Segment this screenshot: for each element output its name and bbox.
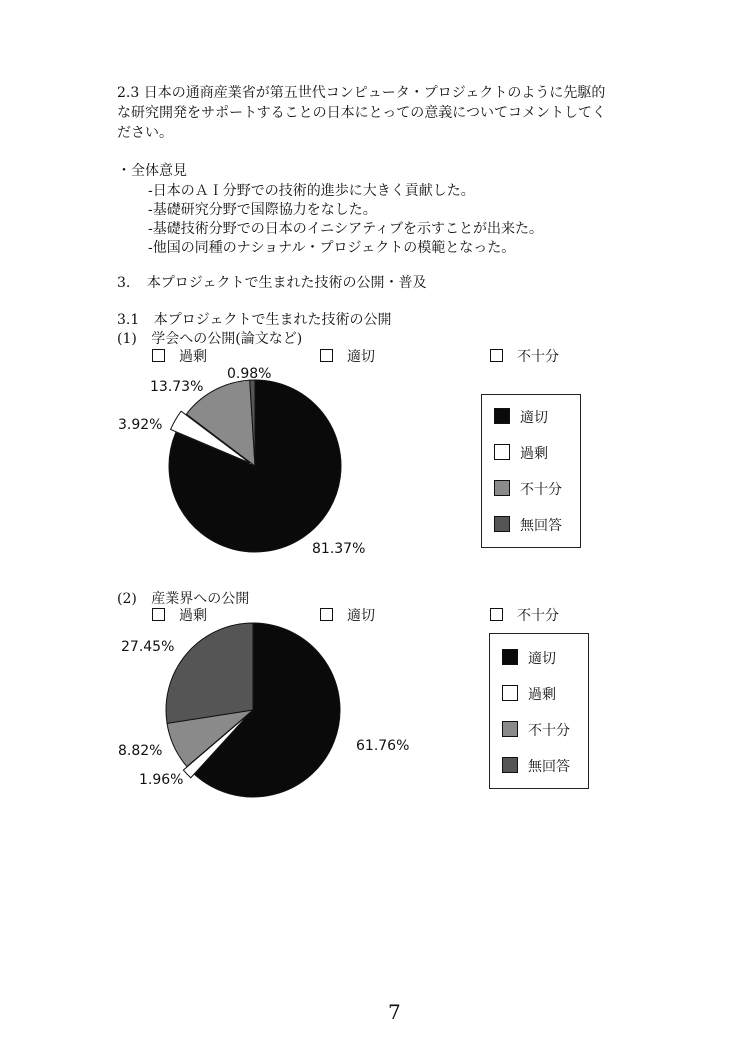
swatch-overabundant bbox=[494, 444, 510, 460]
question-line-1 bbox=[117, 84, 605, 103]
overall-bullet-3: -基礎技術分野での日本のイニシアティブを示すことが出来た。 bbox=[148, 221, 544, 237]
legend-item bbox=[502, 720, 570, 740]
legend-label: 不十分 bbox=[520, 482, 562, 498]
section-3-1-heading bbox=[117, 309, 391, 329]
option-label: 適切 bbox=[347, 349, 375, 365]
legend-label: 無回答 bbox=[520, 518, 562, 534]
pie2-label-appropriate: 61.76% bbox=[356, 738, 410, 754]
option-label: 不十分 bbox=[517, 608, 559, 624]
legend-label: 適切 bbox=[520, 410, 548, 426]
question-text-1: 日本の通商産業省が第五世代コンピュータ・プロジェクトのように先駆的 bbox=[143, 85, 606, 101]
legend-label: 過剰 bbox=[528, 687, 556, 703]
option-overabundant-1[interactable] bbox=[152, 346, 207, 366]
legend-item bbox=[502, 648, 556, 668]
option-insufficient-2[interactable] bbox=[490, 605, 559, 625]
pie1-label-noanswer: 0.98% bbox=[227, 366, 272, 382]
option-insufficient-1[interactable] bbox=[490, 346, 559, 366]
option-label: 適切 bbox=[347, 608, 375, 624]
legend-label: 過剰 bbox=[520, 446, 548, 462]
legend-item bbox=[494, 407, 548, 427]
pie-chart-industry bbox=[155, 612, 375, 812]
legend-item bbox=[494, 515, 562, 535]
option-label: 過剰 bbox=[179, 349, 207, 365]
checkbox[interactable] bbox=[152, 349, 165, 362]
section-3-1-number: 3.1 bbox=[117, 312, 140, 328]
legend-item bbox=[502, 684, 556, 704]
overall-bullet-2: -基礎研究分野で国際協力をなした。 bbox=[148, 202, 377, 218]
slice-noanswer bbox=[166, 623, 253, 723]
sub-1-heading bbox=[117, 328, 302, 348]
page-number: 7 bbox=[388, 1000, 401, 1024]
legend-label: 不十分 bbox=[528, 723, 570, 739]
pie1-label-appropriate: 81.37% bbox=[312, 541, 366, 557]
option-label: 過剰 bbox=[179, 608, 207, 624]
pie1-label-insufficient: 13.73% bbox=[150, 379, 204, 395]
swatch-insufficient bbox=[502, 721, 518, 737]
overall-bullet-4: -他国の同種のナショナル・プロジェクトの模範となった。 bbox=[148, 240, 516, 256]
legend-item bbox=[494, 443, 548, 463]
pie2-label-insufficient: 8.82% bbox=[118, 743, 163, 759]
section-3-title: 本プロジェクトで生まれた技術の公開・普及 bbox=[146, 275, 427, 291]
question-line-3: ださい。 bbox=[117, 125, 173, 141]
pie1-label-overabundant: 3.92% bbox=[118, 417, 163, 433]
overall-bullet-1: -日本のＡＩ分野での技術的進歩に大きく貢献した。 bbox=[148, 183, 475, 199]
legend-1 bbox=[481, 394, 581, 548]
section-3-heading bbox=[117, 272, 427, 292]
swatch-overabundant bbox=[502, 685, 518, 701]
sub-1-number: (1) bbox=[117, 331, 137, 347]
pie2-label-overabundant: 1.96% bbox=[139, 772, 184, 788]
swatch-appropriate bbox=[502, 649, 518, 665]
pie-chart-academic bbox=[150, 368, 380, 568]
option-appropriate-1[interactable] bbox=[320, 346, 375, 366]
legend-2 bbox=[489, 633, 589, 789]
swatch-noanswer bbox=[494, 516, 510, 532]
checkbox[interactable] bbox=[490, 608, 503, 621]
checkbox[interactable] bbox=[490, 349, 503, 362]
sub-2-number: (2) bbox=[117, 591, 137, 607]
legend-label: 適切 bbox=[528, 651, 556, 667]
swatch-appropriate bbox=[494, 408, 510, 424]
sub-2-title: 産業界への公開 bbox=[151, 591, 250, 607]
question-number: 2.3 bbox=[117, 85, 140, 101]
option-label: 不十分 bbox=[517, 349, 559, 365]
legend-item bbox=[502, 756, 570, 776]
overall-heading: ・全体意見 bbox=[117, 163, 187, 179]
legend-item bbox=[494, 479, 562, 499]
pie2-label-noanswer: 27.45% bbox=[121, 639, 175, 655]
question-line-2: な研究開発をサポートすることの日本にとっての意義についてコメントしてく bbox=[117, 105, 607, 121]
legend-label: 無回答 bbox=[528, 759, 570, 775]
sub-1-title: 学会への公開(論文など) bbox=[151, 331, 303, 347]
checkbox[interactable] bbox=[320, 349, 333, 362]
swatch-noanswer bbox=[502, 757, 518, 773]
section-3-number: 3. bbox=[117, 275, 131, 291]
section-3-1-title: 本プロジェクトで生まれた技術の公開 bbox=[153, 312, 392, 328]
swatch-insufficient bbox=[494, 480, 510, 496]
